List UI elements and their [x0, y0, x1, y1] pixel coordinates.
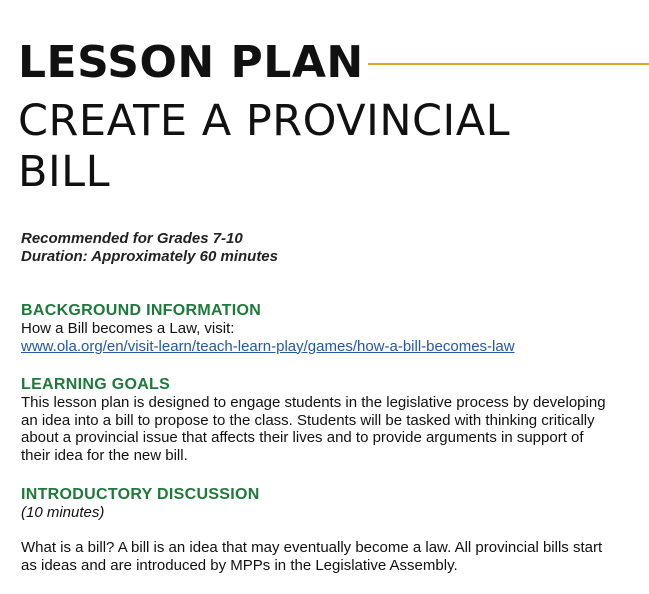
discussion-duration: (10 minutes) — [21, 504, 105, 521]
title-rule-divider — [368, 63, 649, 65]
background-heading: BACKGROUND INFORMATION — [21, 302, 262, 319]
recommended-grades: Recommended for Grades 7-10 — [21, 230, 243, 247]
lesson-subtitle: CREATE A PROVINCIAL BILL — [18, 96, 511, 197]
background-text: How a Bill becomes a Law, visit: — [21, 320, 235, 337]
lesson-meta — [21, 230, 278, 266]
learning-goals-heading: LEARNING GOALS — [21, 376, 171, 393]
introductory-discussion-section — [21, 486, 621, 574]
background-section — [21, 302, 621, 356]
bill-law-link[interactable]: www.ola.org/en/visit-learn/teach-learn-play/games/how-a-bill-becomes-law — [21, 337, 515, 355]
lesson-plan-title: LESSON PLAN — [18, 37, 364, 88]
introductory-discussion-heading: INTRODUCTORY DISCUSSION — [21, 486, 260, 503]
learning-goals-section — [21, 376, 621, 464]
lesson-duration: Duration: Approximately 60 minutes — [21, 248, 278, 265]
learning-goals-text: This lesson plan is designed to engage students in the legislative process by developing an idea into a bill to propose to the class. Students will be tasked with thinking critically about a provincial issue that affects their lives and to provide arguments in support of their idea for the new bill. — [21, 394, 606, 464]
discussion-text: What is a bill? A bill is an idea that may eventually become a law. All provincial bills start as ideas and are introduced by MPPs in the Legislative Assembly. — [21, 539, 603, 574]
